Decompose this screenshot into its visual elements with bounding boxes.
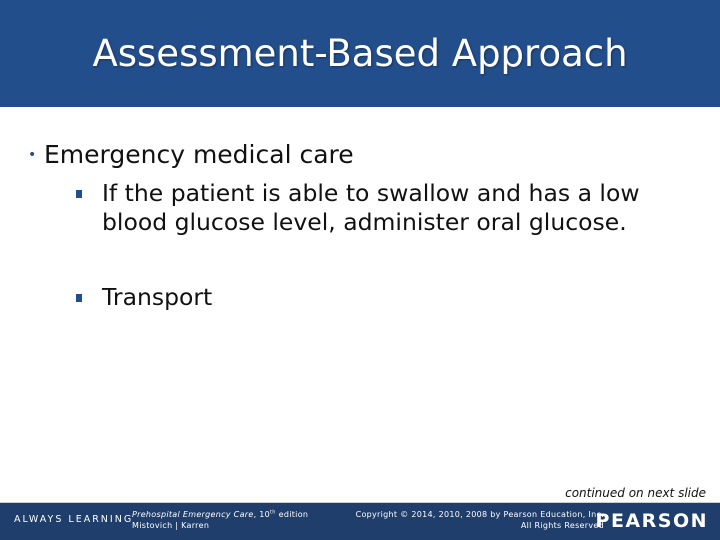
edition-number: , 10 <box>253 510 271 519</box>
sub-bullet-text: Transport <box>102 283 213 311</box>
always-learning-label: ALWAYS LEARNING <box>14 514 134 525</box>
bullet-dot-icon: • <box>28 147 37 163</box>
footer-bar <box>0 503 720 540</box>
bullet-item <box>28 140 354 170</box>
edition-info <box>132 509 308 531</box>
rights-line: All Rights Reserved <box>520 521 604 530</box>
continued-note: continued on next slide <box>565 486 706 500</box>
square-bullet-icon <box>76 294 82 302</box>
footer <box>0 477 720 540</box>
slide-title: Assessment-Based Approach <box>92 32 628 75</box>
sub-bullet-text: If the patient is able to swallow and has a low blood glucose level, administer oral glucose. <box>102 179 640 236</box>
square-bullet-icon <box>76 190 82 198</box>
pearson-logo: PEARSON <box>595 510 708 532</box>
sub-bullet-item <box>102 179 692 237</box>
copyright-line: Copyright © 2014, 2010, 2008 by Pearson Education, Inc. <box>355 510 604 519</box>
sub-bullet-item <box>102 283 212 312</box>
bullet-text: Emergency medical care <box>44 140 354 169</box>
copyright-notice <box>356 509 604 531</box>
edition-word: edition <box>275 510 309 519</box>
book-title: Prehospital Emergency Care <box>132 510 254 519</box>
authors: Mistovich | Karren <box>132 521 210 530</box>
edition-ordinal: th <box>270 509 276 516</box>
